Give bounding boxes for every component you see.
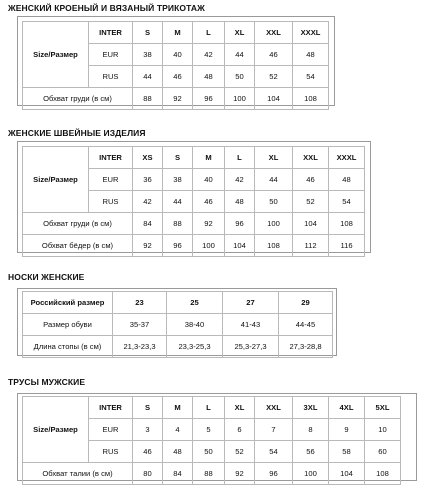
table-cell: 9 bbox=[329, 419, 365, 441]
table-cell: 27,3-28,8 bbox=[279, 336, 333, 358]
table-cell: 3 bbox=[133, 419, 163, 441]
measure-label: Обхват бёдер (в см) bbox=[23, 235, 133, 257]
section-title-women-socks: НОСКИ ЖЕНСКИЕ bbox=[8, 272, 85, 282]
header-cell: M bbox=[163, 22, 193, 44]
table-cell: 84 bbox=[163, 463, 193, 485]
header-cell: XXXL bbox=[329, 147, 365, 169]
measure-label: Обхват груди (в см) bbox=[23, 88, 133, 110]
table-cell: 35-37 bbox=[113, 314, 167, 336]
header-cell: XXL bbox=[255, 397, 293, 419]
size-table-women-sewn bbox=[22, 146, 365, 257]
table-row bbox=[23, 213, 365, 235]
table-cell: 46 bbox=[163, 66, 193, 88]
table-cell: 112 bbox=[293, 235, 329, 257]
table-cell: 40 bbox=[163, 44, 193, 66]
table-cell: 44 bbox=[133, 66, 163, 88]
table-cell: 48 bbox=[329, 169, 365, 191]
size-label: Size/Размер bbox=[23, 22, 89, 88]
table-cell: 108 bbox=[329, 213, 365, 235]
size-label: Size/Размер bbox=[23, 397, 89, 463]
table-cell: 42 bbox=[225, 169, 255, 191]
table-cell: 44 bbox=[163, 191, 193, 213]
table-cell: 54 bbox=[293, 66, 329, 88]
table-cell: 38 bbox=[133, 44, 163, 66]
table-cell: 96 bbox=[225, 213, 255, 235]
table-row bbox=[23, 235, 365, 257]
table-cell: 40 bbox=[193, 169, 225, 191]
table-row bbox=[23, 336, 333, 358]
table-cell: 48 bbox=[163, 441, 193, 463]
table-cell: 50 bbox=[255, 191, 293, 213]
table-row bbox=[23, 397, 401, 419]
table-cell: 50 bbox=[225, 66, 255, 88]
table-cell: 60 bbox=[365, 441, 401, 463]
table-cell: 88 bbox=[193, 463, 225, 485]
section-title-women-sewn: ЖЕНСКИЕ ШВЕЙНЫЕ ИЗДЕЛИЯ bbox=[8, 128, 146, 138]
table-cell: 56 bbox=[293, 441, 329, 463]
size-table-women-knit bbox=[22, 21, 329, 110]
table-cell: 38-40 bbox=[167, 314, 223, 336]
table-cell: 48 bbox=[293, 44, 329, 66]
table-cell: 46 bbox=[255, 44, 293, 66]
header-cell: XXL bbox=[293, 147, 329, 169]
header-cell: 29 bbox=[279, 292, 333, 314]
header-cell: INTER bbox=[89, 22, 133, 44]
table-cell: RUS bbox=[89, 441, 133, 463]
measure-label: Обхват талии (в см) bbox=[23, 463, 133, 485]
header-cell: M bbox=[163, 397, 193, 419]
table-row bbox=[23, 463, 401, 485]
table-cell: 108 bbox=[293, 88, 329, 110]
table-cell: 116 bbox=[329, 235, 365, 257]
table-cell: 104 bbox=[255, 88, 293, 110]
table-cell: 92 bbox=[193, 213, 225, 235]
measure-label: Обхват груди (в см) bbox=[23, 213, 133, 235]
header-cell: 23 bbox=[113, 292, 167, 314]
table-cell: 21,3-23,3 bbox=[113, 336, 167, 358]
table-cell: 46 bbox=[293, 169, 329, 191]
table-cell: RUS bbox=[89, 191, 133, 213]
table-cell: 23,3-25,3 bbox=[167, 336, 223, 358]
header-label: Российский размер bbox=[23, 292, 113, 314]
table-cell: 80 bbox=[133, 463, 163, 485]
table-row bbox=[23, 292, 333, 314]
table-row bbox=[23, 22, 329, 44]
header-cell: 3XL bbox=[293, 397, 329, 419]
table-cell: 52 bbox=[225, 441, 255, 463]
table-cell: 46 bbox=[193, 191, 225, 213]
table-cell: 50 bbox=[193, 441, 225, 463]
table-cell: 38 bbox=[163, 169, 193, 191]
header-cell: 27 bbox=[223, 292, 279, 314]
section-title-women-knit: ЖЕНСКИЙ КРОЕНЫЙ И ВЯЗАНЫЙ ТРИКОТАЖ bbox=[8, 3, 205, 13]
table-cell: 5 bbox=[193, 419, 225, 441]
table-cell: EUR bbox=[89, 44, 133, 66]
table-cell: 42 bbox=[133, 191, 163, 213]
table-cell: 84 bbox=[133, 213, 163, 235]
table-cell: 100 bbox=[293, 463, 329, 485]
measure-label: Размер обуви bbox=[23, 314, 113, 336]
table-cell: 100 bbox=[193, 235, 225, 257]
header-cell: XL bbox=[255, 147, 293, 169]
size-table-women-socks bbox=[22, 291, 333, 358]
header-cell: XXL bbox=[255, 22, 293, 44]
header-cell: S bbox=[133, 397, 163, 419]
table-cell: 88 bbox=[163, 213, 193, 235]
size-table-men-briefs bbox=[22, 396, 401, 485]
table-cell: 104 bbox=[293, 213, 329, 235]
table-cell: 54 bbox=[329, 191, 365, 213]
table-row bbox=[23, 314, 333, 336]
table-cell: 36 bbox=[133, 169, 163, 191]
header-cell: XL bbox=[225, 397, 255, 419]
table-cell: 104 bbox=[329, 463, 365, 485]
table-cell: 96 bbox=[163, 235, 193, 257]
header-cell: INTER bbox=[89, 147, 133, 169]
table-cell: 92 bbox=[163, 88, 193, 110]
size-label: Size/Размер bbox=[23, 147, 89, 213]
table-cell: 92 bbox=[225, 463, 255, 485]
table-cell: 41-43 bbox=[223, 314, 279, 336]
header-cell: L bbox=[225, 147, 255, 169]
table-cell: 54 bbox=[255, 441, 293, 463]
table-cell: 100 bbox=[255, 213, 293, 235]
table-cell: 92 bbox=[133, 235, 163, 257]
header-cell: L bbox=[193, 22, 225, 44]
header-cell: XL bbox=[225, 22, 255, 44]
table-cell: 8 bbox=[293, 419, 329, 441]
table-cell: RUS bbox=[89, 66, 133, 88]
table-cell: EUR bbox=[89, 169, 133, 191]
table-cell: 52 bbox=[293, 191, 329, 213]
table-cell: 7 bbox=[255, 419, 293, 441]
table-cell: 42 bbox=[193, 44, 225, 66]
header-cell: S bbox=[133, 22, 163, 44]
table-cell: 108 bbox=[255, 235, 293, 257]
table-cell: 6 bbox=[225, 419, 255, 441]
table-cell: 10 bbox=[365, 419, 401, 441]
table-cell: 96 bbox=[193, 88, 225, 110]
table-cell: 44-45 bbox=[279, 314, 333, 336]
table-cell: EUR bbox=[89, 419, 133, 441]
table-cell: 48 bbox=[225, 191, 255, 213]
header-cell: XXXL bbox=[293, 22, 329, 44]
table-cell: 88 bbox=[133, 88, 163, 110]
header-cell: INTER bbox=[89, 397, 133, 419]
table-cell: 4 bbox=[163, 419, 193, 441]
table-cell: 100 bbox=[225, 88, 255, 110]
header-cell: S bbox=[163, 147, 193, 169]
table-cell: 48 bbox=[193, 66, 225, 88]
table-cell: 108 bbox=[365, 463, 401, 485]
header-cell: 25 bbox=[167, 292, 223, 314]
header-cell: 4XL bbox=[329, 397, 365, 419]
table-row bbox=[23, 88, 329, 110]
section-title-men-briefs: ТРУСЫ МУЖСКИЕ bbox=[8, 377, 86, 387]
table-cell: 25,3-27,3 bbox=[223, 336, 279, 358]
table-cell: 44 bbox=[255, 169, 293, 191]
header-cell: 5XL bbox=[365, 397, 401, 419]
header-cell: M bbox=[193, 147, 225, 169]
table-cell: 96 bbox=[255, 463, 293, 485]
header-cell: L bbox=[193, 397, 225, 419]
table-cell: 104 bbox=[225, 235, 255, 257]
table-cell: 58 bbox=[329, 441, 365, 463]
table-cell: 52 bbox=[255, 66, 293, 88]
table-cell: 46 bbox=[133, 441, 163, 463]
header-cell: XS bbox=[133, 147, 163, 169]
table-row bbox=[23, 147, 365, 169]
table-cell: 44 bbox=[225, 44, 255, 66]
measure-label: Длина стопы (в см) bbox=[23, 336, 113, 358]
